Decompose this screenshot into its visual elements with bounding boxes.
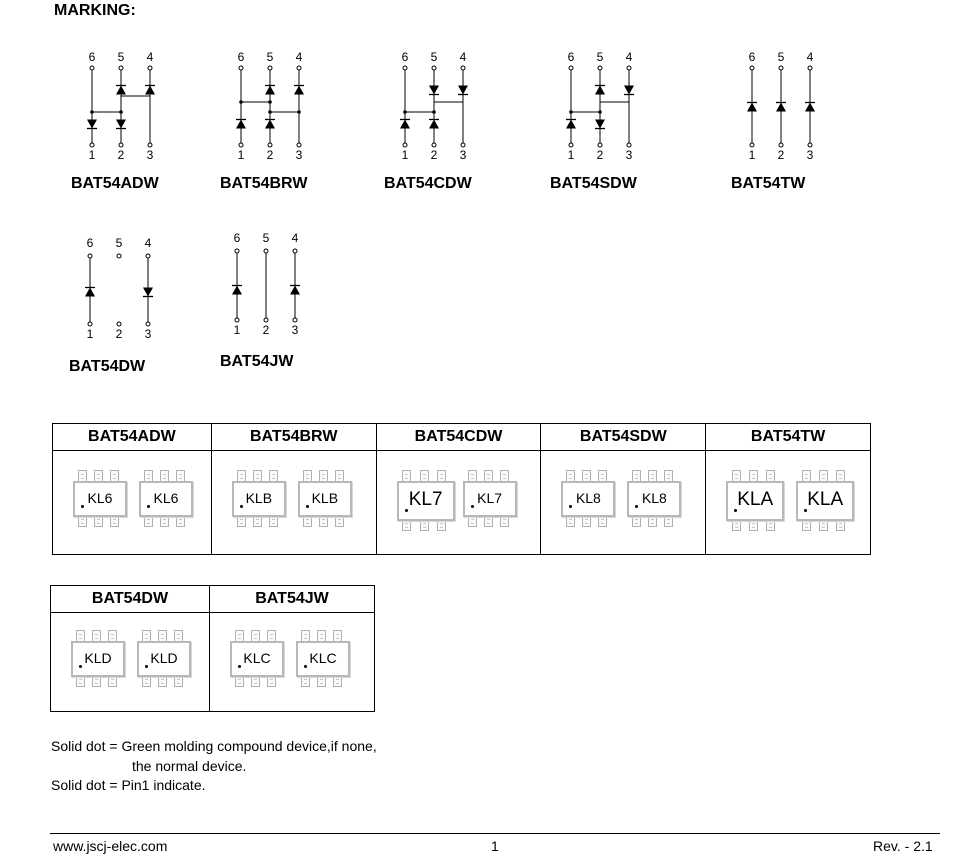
pin-number-top: 4: [291, 231, 299, 245]
pin-terminal: [297, 143, 301, 147]
pin1-solid-dot: [804, 509, 807, 512]
marking-code: KL6: [153, 490, 179, 506]
diode-symbol: [116, 120, 126, 129]
pin1-solid-dot: [81, 505, 84, 508]
pin-number-bottom: 2: [115, 327, 123, 341]
pin1-solid-dot: [734, 509, 737, 512]
pin-number-top: 4: [144, 236, 152, 250]
package-body: [298, 481, 352, 517]
note-line-1: Solid dot = Green molding compound device,if none,: [51, 738, 377, 754]
table2-header: BAT54DW: [51, 586, 210, 613]
marking-table-1: [52, 423, 871, 555]
marking-code: KLD: [150, 650, 178, 666]
table1-cell: [53, 451, 212, 555]
pin-terminal: [461, 143, 465, 147]
section-heading: MARKING:: [54, 2, 136, 19]
pin-number-bottom: 1: [748, 148, 756, 162]
pin-terminal: [90, 66, 94, 70]
pin-terminal: [598, 66, 602, 70]
pin-number-top: 5: [117, 50, 125, 64]
pin-terminal: [235, 318, 239, 322]
pin1-solid-dot: [147, 505, 150, 508]
circuit-part-name: BAT54DW: [69, 358, 146, 375]
pin-number-bottom: 1: [401, 148, 409, 162]
table2-header: BAT54JW: [210, 586, 375, 613]
pin-number-top: 6: [233, 231, 241, 245]
pin-number-top: 6: [88, 50, 96, 64]
diode-symbol: [232, 286, 242, 295]
pin1-solid-dot: [238, 665, 241, 668]
pin-terminal: [750, 143, 754, 147]
junction-dot: [297, 110, 301, 114]
pin-terminal: [148, 143, 152, 147]
junction-dot: [90, 110, 94, 114]
circuit-bat54adw: [71, 50, 219, 212]
sot363-package: [232, 467, 282, 527]
sot363-package: [139, 467, 189, 527]
pin-terminal: [119, 143, 123, 147]
pin-terminal: [403, 66, 407, 70]
pin-number-top: 5: [115, 236, 123, 250]
diode-symbol: [87, 120, 97, 129]
package-body: [463, 481, 517, 517]
table1-header: BAT54BRW: [211, 424, 376, 451]
circuit-bat54cdw: [384, 50, 532, 212]
diode-symbol: [265, 86, 275, 95]
pin-terminal: [146, 322, 150, 326]
pin-terminal: [268, 66, 272, 70]
diode-symbol: [595, 86, 605, 95]
diode-symbol: [566, 120, 576, 129]
pin-terminal: [90, 143, 94, 147]
pin-terminal: [148, 66, 152, 70]
pin-terminal: [779, 66, 783, 70]
pin-terminal: [569, 143, 573, 147]
table1-cell: [376, 451, 541, 555]
pin-number-bottom: 1: [88, 148, 96, 162]
diode-symbol: [85, 288, 95, 297]
package-body: [137, 641, 191, 677]
pin-number-bottom: 2: [430, 148, 438, 162]
circuit-part-name: BAT54BRW: [220, 175, 308, 192]
circuit-bat54sdw: [550, 50, 698, 212]
diode-symbol: [145, 86, 155, 95]
marking-code: KL8: [575, 490, 601, 506]
package-body: [73, 481, 127, 517]
pin-number-bottom: 2: [117, 148, 125, 162]
pin-terminal: [432, 66, 436, 70]
pin-number-bottom: 2: [596, 148, 604, 162]
pin-number-top: 5: [262, 231, 270, 245]
pin-terminal: [293, 318, 297, 322]
package-body: [230, 641, 284, 677]
package-body: [139, 481, 193, 517]
footer-page-number: 1: [491, 838, 499, 854]
pin-terminal: [779, 143, 783, 147]
pin-number-top: 5: [777, 50, 785, 64]
diode-symbol: [400, 120, 410, 129]
marking-code: KLB: [311, 490, 339, 506]
pin-number-bottom: 2: [266, 148, 274, 162]
pin-terminal: [239, 143, 243, 147]
pin-number-top: 6: [86, 236, 94, 250]
junction-dot: [268, 100, 272, 104]
diode-symbol: [143, 288, 153, 297]
pin-terminal: [119, 66, 123, 70]
pin-terminal: [808, 66, 812, 70]
pin-number-top: 6: [401, 50, 409, 64]
diode-symbol: [265, 120, 275, 129]
package-body: [726, 481, 784, 521]
pin-terminal: [569, 66, 573, 70]
pin-terminal: [627, 143, 631, 147]
pin-terminal: [461, 66, 465, 70]
circuit-bat54brw: [220, 50, 368, 212]
sot363-package: [627, 467, 677, 527]
circuit-part-name: BAT54JW: [220, 353, 294, 370]
sot363-package: [296, 627, 346, 687]
pin-number-bottom: 3: [295, 148, 303, 162]
pin-terminal: [808, 143, 812, 147]
package-body: [71, 641, 125, 677]
sot363-package: [726, 467, 780, 531]
circuit-schematic: [75, 52, 185, 157]
junction-dot: [403, 110, 407, 114]
pin-number-top: 6: [748, 50, 756, 64]
table2-cell: [51, 613, 210, 712]
table1-header: BAT54CDW: [376, 424, 541, 451]
diode-symbol: [290, 286, 300, 295]
pin-number-top: 5: [266, 50, 274, 64]
diode-symbol: [429, 86, 439, 95]
pin-terminal: [264, 318, 268, 322]
circuit-part-name: BAT54TW: [731, 175, 806, 192]
pin-terminal: [268, 143, 272, 147]
pin-number-top: 4: [295, 50, 303, 64]
pin-terminal: [235, 249, 239, 253]
marking-code: KL7: [408, 489, 443, 510]
diode-symbol: [294, 86, 304, 95]
pin-number-bottom: 2: [262, 323, 270, 337]
pin-number-bottom: 3: [806, 148, 814, 162]
diode-symbol: [458, 86, 468, 95]
marking-table-2: [50, 585, 375, 712]
circuit-schematic: [224, 52, 334, 157]
footer-rule: [50, 833, 940, 834]
pin-number-top: 5: [430, 50, 438, 64]
pin-terminal: [88, 322, 92, 326]
note-line-3: Solid dot = Pin1 indicate.: [51, 777, 206, 793]
sot363-package: [137, 627, 187, 687]
marking-code: KLC: [309, 650, 337, 666]
pin1-solid-dot: [240, 505, 243, 508]
diode-symbol: [116, 86, 126, 95]
diode-symbol: [429, 120, 439, 129]
pin-number-top: 4: [625, 50, 633, 64]
pin-terminal: [146, 254, 150, 258]
diode-symbol: [624, 86, 634, 95]
junction-dot: [119, 110, 123, 114]
pin-terminal: [403, 143, 407, 147]
pin1-solid-dot: [569, 505, 572, 508]
sot363-package: [397, 467, 451, 531]
table1-cell: [541, 451, 706, 555]
footer-revision: Rev. - 2.1: [873, 838, 933, 854]
table1-cell: [211, 451, 376, 555]
pin-number-top: 4: [459, 50, 467, 64]
marking-code: KL7: [477, 490, 503, 506]
junction-dot: [239, 100, 243, 104]
sot363-package: [463, 467, 513, 527]
diode-symbol: [236, 120, 246, 129]
package-body: [296, 641, 350, 677]
pin-terminal: [239, 66, 243, 70]
pin-terminal: [117, 322, 121, 326]
pin1-solid-dot: [304, 665, 307, 668]
junction-dot: [598, 110, 602, 114]
pin1-solid-dot: [79, 665, 82, 668]
package-body: [232, 481, 286, 517]
pin-number-top: 6: [237, 50, 245, 64]
table1-header: BAT54TW: [706, 424, 871, 451]
circuit-part-name: BAT54SDW: [550, 175, 637, 192]
marking-code: KLB: [245, 490, 273, 506]
footer-website: www.jscj-elec.com: [53, 838, 168, 854]
pin-terminal: [750, 66, 754, 70]
pin1-solid-dot: [145, 665, 148, 668]
pin-terminal: [432, 143, 436, 147]
marking-code: KLD: [84, 650, 112, 666]
pin-number-top: 6: [567, 50, 575, 64]
circuit-bat54tw: [731, 50, 879, 212]
circuit-schematic: [388, 52, 498, 157]
note-line-2: the normal device.: [132, 758, 247, 774]
package-body: [561, 481, 615, 517]
pin-number-bottom: 3: [625, 148, 633, 162]
circuit-schematic: [554, 52, 664, 157]
pin-terminal: [297, 66, 301, 70]
junction-dot: [432, 110, 436, 114]
circuit-bat54dw: [69, 236, 217, 398]
pin1-solid-dot: [635, 505, 638, 508]
junction-dot: [268, 110, 272, 114]
pin-terminal: [293, 249, 297, 253]
pin-number-bottom: 3: [291, 323, 299, 337]
table2-cell: [210, 613, 375, 712]
pin-number-bottom: 3: [146, 148, 154, 162]
sot363-package: [71, 627, 121, 687]
table1-cell: [706, 451, 871, 555]
pin-number-bottom: 1: [237, 148, 245, 162]
junction-dot: [569, 110, 573, 114]
pin1-solid-dot: [306, 505, 309, 508]
pin-terminal: [598, 143, 602, 147]
package-body: [627, 481, 681, 517]
package-body: [397, 481, 455, 521]
marking-code: KLA: [737, 489, 774, 510]
sot363-package: [796, 467, 850, 531]
marking-code: KLA: [807, 489, 844, 510]
pin-terminal: [627, 66, 631, 70]
diode-symbol: [776, 103, 786, 112]
circuit-schematic: [735, 52, 845, 157]
sot363-package: [298, 467, 348, 527]
package-body: [796, 481, 854, 521]
pin-number-bottom: 1: [567, 148, 575, 162]
pin1-solid-dot: [471, 505, 474, 508]
table1-header: BAT54SDW: [541, 424, 706, 451]
diode-symbol: [747, 103, 757, 112]
circuit-part-name: BAT54CDW: [384, 175, 472, 192]
diode-symbol: [595, 120, 605, 129]
table1-header: BAT54ADW: [53, 424, 212, 451]
circuit-bat54jw: [220, 233, 364, 393]
sot363-package: [73, 467, 123, 527]
marking-code: KLC: [243, 650, 271, 666]
marking-code: KL8: [641, 490, 667, 506]
pin-number-bottom: 2: [777, 148, 785, 162]
pin-number-bottom: 1: [86, 327, 94, 341]
sot363-package: [561, 467, 611, 527]
sot363-package: [230, 627, 280, 687]
pin1-solid-dot: [405, 509, 408, 512]
diode-symbol: [805, 103, 815, 112]
pin-number-bottom: 1: [233, 323, 241, 337]
pin-number-top: 4: [806, 50, 814, 64]
circuit-part-name: BAT54ADW: [71, 175, 159, 192]
pin-terminal: [117, 254, 121, 258]
marking-code: KL6: [87, 490, 113, 506]
pin-number-bottom: 3: [144, 327, 152, 341]
pin-number-top: 5: [596, 50, 604, 64]
pin-terminal: [264, 249, 268, 253]
pin-number-bottom: 3: [459, 148, 467, 162]
pin-number-top: 4: [146, 50, 154, 64]
pin-terminal: [88, 254, 92, 258]
